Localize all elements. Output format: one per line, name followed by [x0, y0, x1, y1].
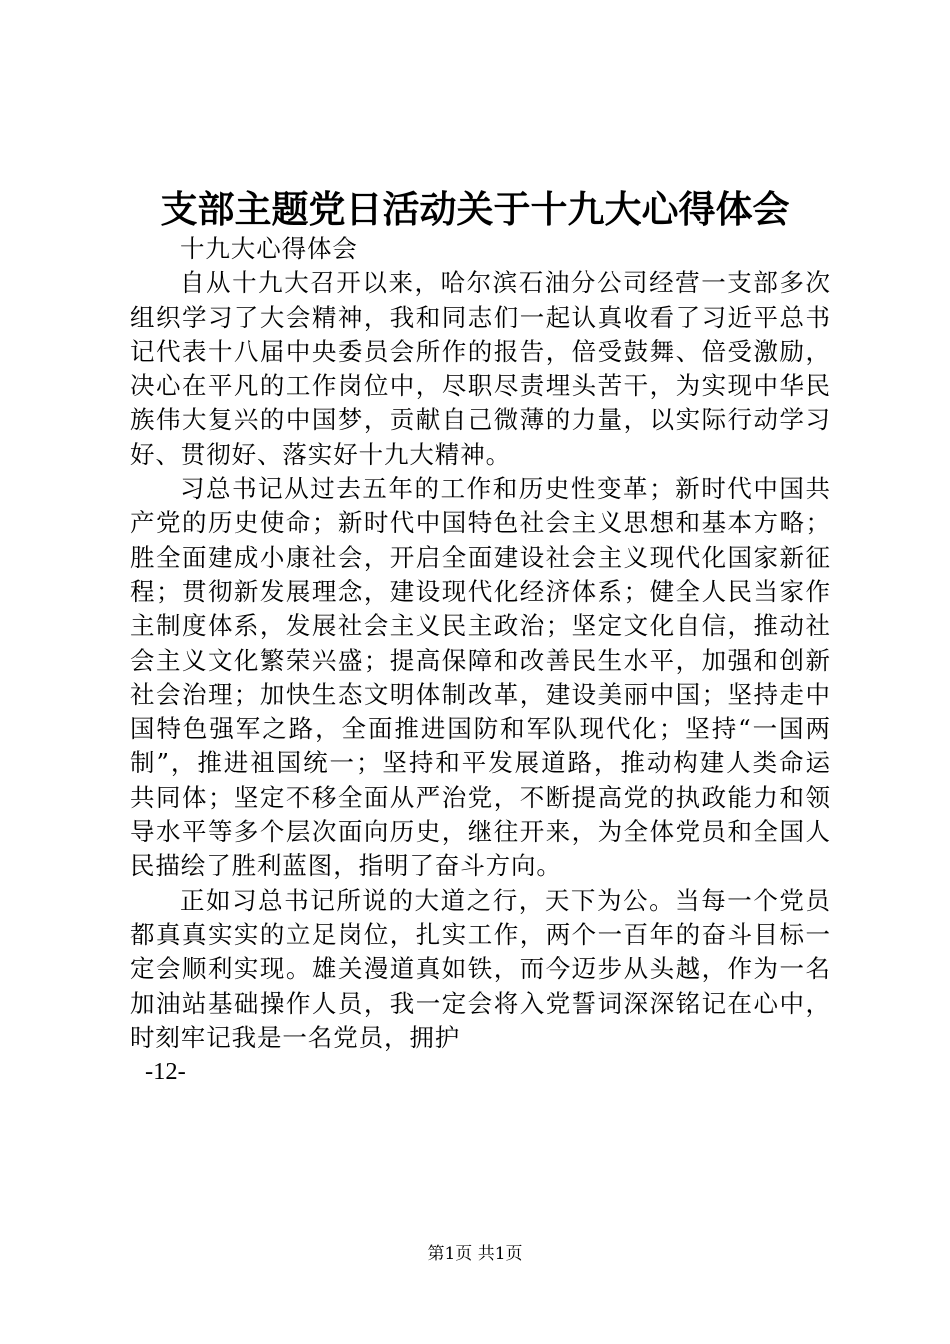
text-line: 习总书记从过去五年的工作和历史性变革；新时代中国共 [180, 474, 830, 504]
text-line: 国特色强军之路，全面推进国防和军队现代化；坚持“一国两 [130, 714, 830, 744]
text-line: 加油站基础操作人员，我一定会将入党誓词深深铭记在心中， [130, 988, 830, 1018]
text-line: 会主义文化繁荣兴盛；提高保障和改善民生水平，加强和创新 [130, 645, 830, 675]
document-title: 支部主题党日活动关于十九大心得体会 [160, 187, 790, 231]
text-line: 定会顺利实现。雄关漫道真如铁，而今迈步从头越，作为一名 [130, 954, 830, 984]
text-line: 胜全面建成小康社会，开启全面建设社会主义现代化国家新征 [130, 542, 830, 572]
text-line: 正如习总书记所说的大道之行，天下为公。当每一个党员 [180, 885, 830, 915]
document-body [130, 232, 830, 1089]
text-line: 好、贯彻好、落实好十九大精神。 [130, 439, 511, 469]
text-line: 制”，推进祖国统一；坚持和平发展道路，推动构建人类命运 [130, 748, 830, 778]
subtitle: 十九大心得体会 [180, 234, 358, 263]
page-footer: 第1页 共1页 [427, 1244, 523, 1264]
text-line: 组织学习了大会精神，我和同志们一起认真收看了习近平总书 [130, 302, 830, 332]
page-mark-text: -12- [145, 1058, 186, 1086]
text-line: 时刻牢记我是一名党员，拥护 [130, 1022, 461, 1052]
text-line: 共同体；坚定不移全面从严治党，不断提高党的执政能力和领 [130, 782, 830, 812]
page-mark [130, 1055, 830, 1089]
text-line: 族伟大复兴的中国梦，贡献自己微薄的力量，以实际行动学习 [130, 405, 830, 435]
text-line: 产党的历史使命；新时代中国特色社会主义思想和基本方略； [130, 508, 830, 538]
text-line: 都真真实实的立足岗位，扎实工作，两个一百年的奋斗目标一 [130, 919, 830, 949]
text-line: 记代表十八届中央委员会所作的报告，倍受鼓舞、倍受激励， [130, 336, 830, 366]
text-line: 决心在平凡的工作岗位中，尽职尽责埋头苦干，为实现中华民 [130, 371, 830, 401]
text-line: 主制度体系，发展社会主义民主政治；坚定文化自信，推动社 [130, 611, 830, 641]
text-line: 社会治理；加快生态文明体制改革，建设美丽中国；坚持走中 [130, 679, 830, 709]
text-line: 民描绘了胜利蓝图，指明了奋斗方向。 [130, 851, 562, 881]
text-line: 导水平等多个层次面向历史，继往开来，为全体党员和全国人 [130, 817, 830, 847]
text-line: 自从十九大召开以来，哈尔滨石油分公司经营一支部多次 [180, 268, 830, 298]
text-line: 程；贯彻新发展理念，建设现代化经济体系；健全人民当家作 [130, 576, 830, 606]
